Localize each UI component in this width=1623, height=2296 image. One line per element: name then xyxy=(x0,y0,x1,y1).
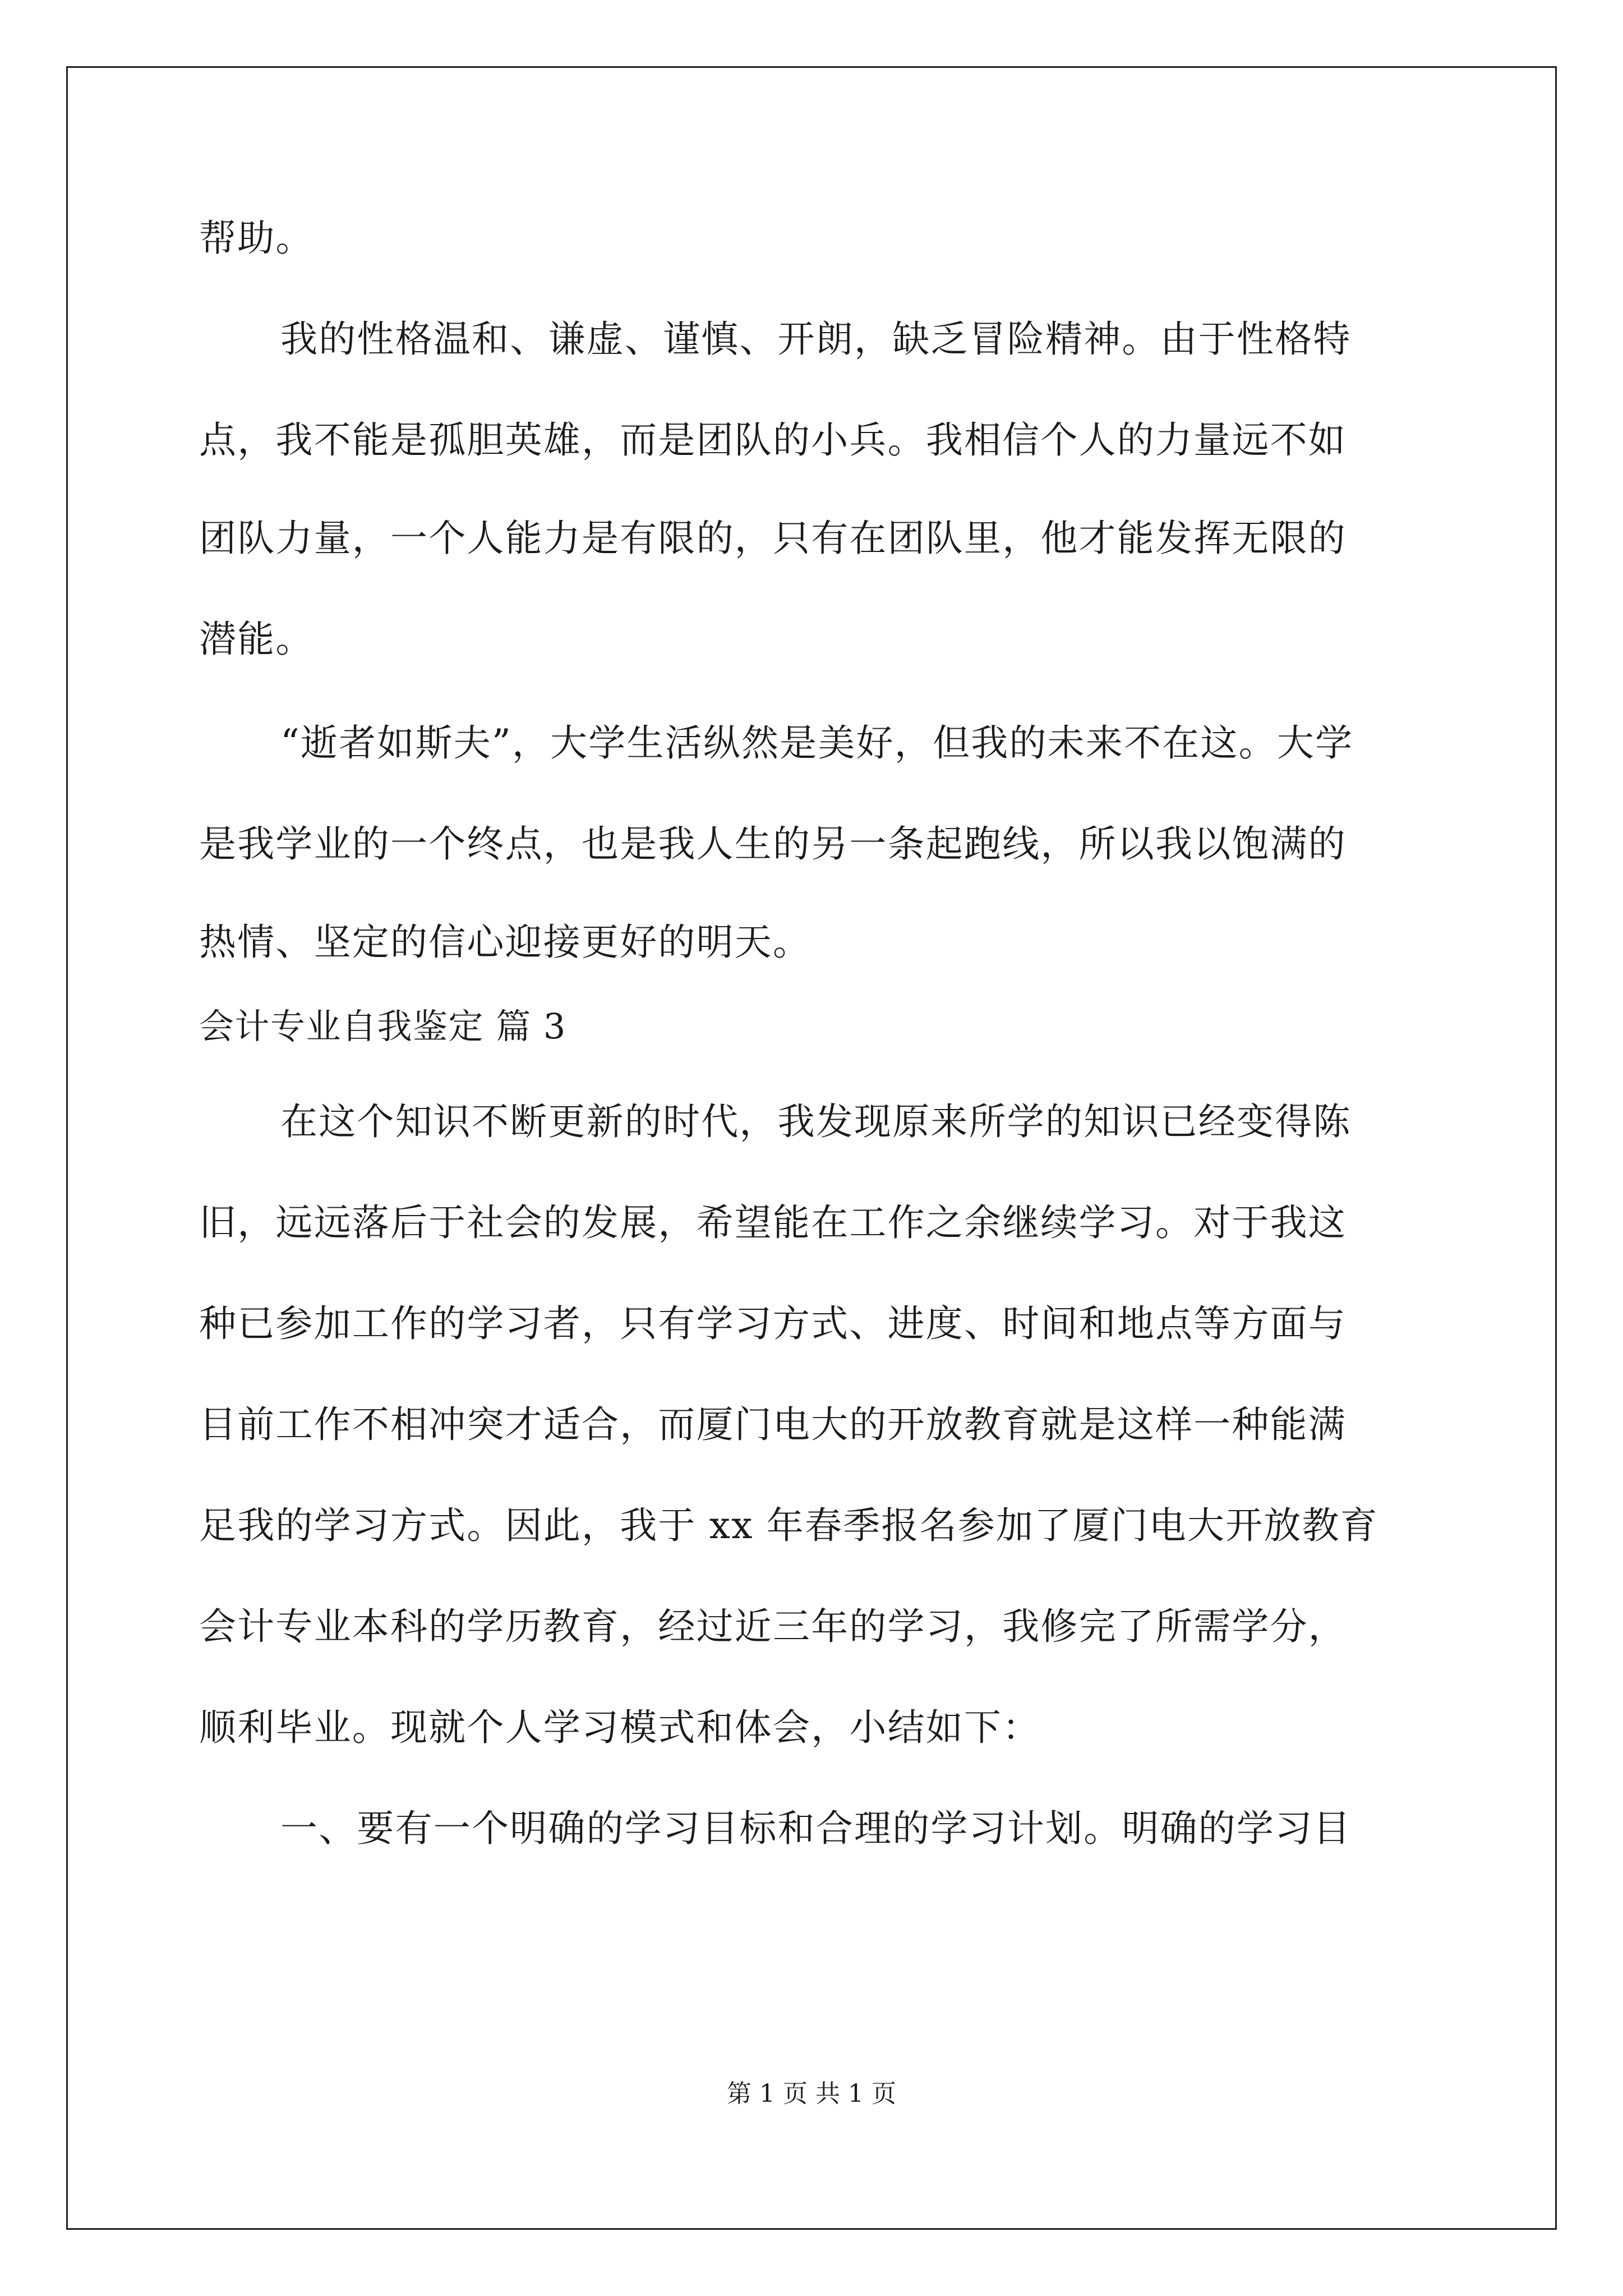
text-line: 我的性格温和、谦虚、谨慎、开朗，缺乏冒险精神。由于性格特 xyxy=(280,318,1352,361)
text-line: 团队力量，一个人能力是有限的，只有在团队里，他才能发挥无限的 xyxy=(199,517,1347,560)
text-line: 热情、坚定的信心迎接更好的明天。 xyxy=(199,921,811,964)
text-line: 点，我不能是孤胆英雄，而是团队的小兵。我相信个人的力量远不如 xyxy=(199,418,1347,462)
text-line: 帮助。 xyxy=(199,217,314,260)
text-line: 足我的学习方式。因此，我于 xx 年春季报名参加了厦门电大开放教育 xyxy=(199,1504,1379,1547)
text-line: 在这个知识不断更新的时代，我发现原来所学的知识已经变得陈 xyxy=(280,1100,1352,1143)
page-number: 第 1 页 共 1 页 xyxy=(727,2079,896,2108)
text-line: 顺利毕业。现就个人学习模式和体会，小结如下： xyxy=(199,1706,1041,1749)
page-border xyxy=(66,66,1557,2230)
text-line: 种已参加工作的学习者，只有学习方式、进度、时间和地点等方面与 xyxy=(199,1302,1347,1345)
text-line: 目前工作不相冲突才适合，而厦门电大的开放教育就是这样一种能满 xyxy=(199,1403,1347,1446)
text-line: 旧，远远落后于社会的发展，希望能在工作之余继续学习。对于我这 xyxy=(199,1201,1347,1244)
text-line: 潜能。 xyxy=(199,618,314,661)
section-heading: 会计专业自我鉴定 篇 3 xyxy=(199,1006,566,1047)
text-line: 会计专业本科的学历教育，经过近三年的学习，我修完了所需学分， xyxy=(199,1605,1347,1648)
text-line: “逝者如斯夫”，大学生活纵然是美好，但我的未来不在这。大学 xyxy=(280,721,1354,765)
text-line: 是我学业的一个终点，也是我人生的另一条起跑线，所以我以饱满的 xyxy=(199,822,1347,866)
text-line: 一、要有一个明确的学习目标和合理的学习计划。明确的学习目 xyxy=(280,1807,1352,1850)
